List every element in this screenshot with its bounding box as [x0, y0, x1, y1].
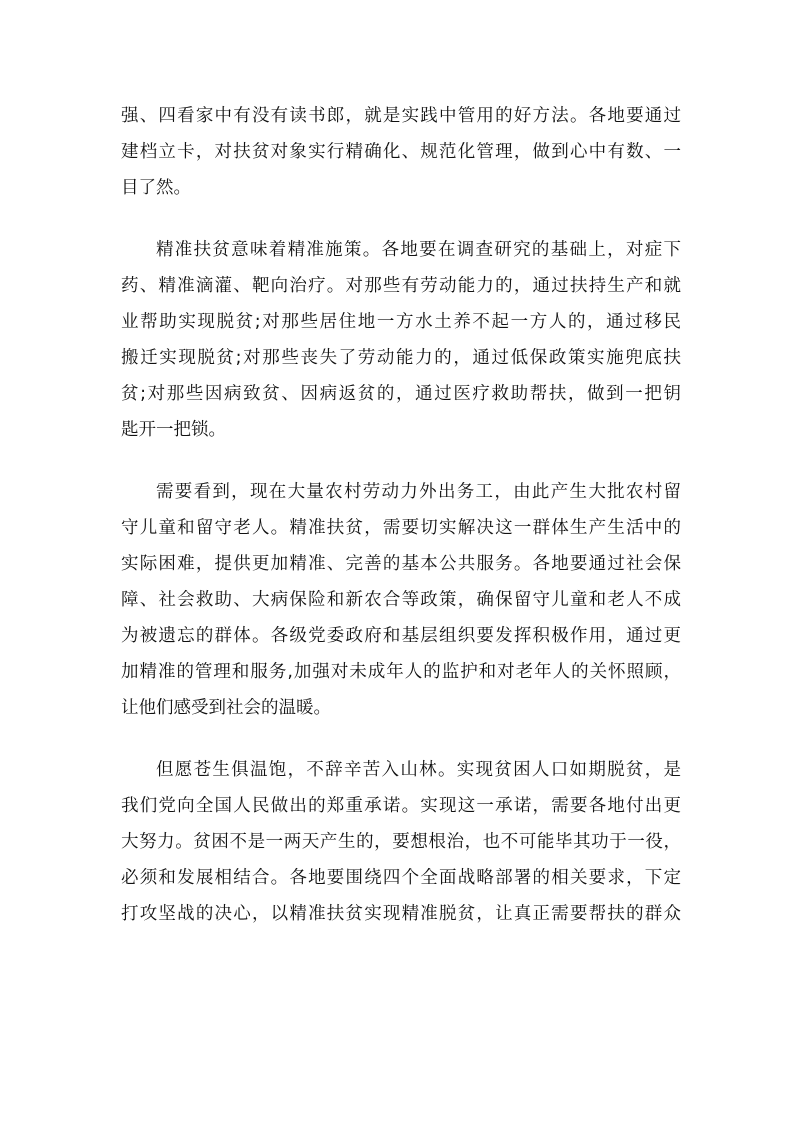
text-line: 搬迁实现脱贫;对那些丧失了劳动能力的，通过低保政策实施兜底扶 — [121, 348, 681, 368]
document-body — [121, 98, 681, 958]
text-line: 需要看到，现在大量农村劳动力外出务工，由此产生大批农村留 — [156, 482, 681, 502]
text-line: 业帮助实现脱贫;对那些居住地一方水土养不起一方人的，通过移民 — [121, 312, 681, 332]
text-line: 大努力。贫困不是一两天产生的，要想根治，也不可能毕其功于一役， — [121, 832, 681, 852]
text-line: 目了然。 — [121, 178, 191, 198]
paragraph-2 — [121, 232, 681, 448]
text-line: 但愿苍生俱温饱，不辞辛苦入山林。实现贫困人口如期脱贫，是 — [156, 760, 681, 780]
text-line: 建档立卡，对扶贫对象实行精确化、规范化管理，做到心中有数、一 — [121, 142, 681, 162]
text-line: 药、精准滴灌、靶向治疗。对那些有劳动能力的，通过扶持生产和就 — [121, 276, 681, 296]
text-line: 精准扶贫意味着精准施策。各地要在调查研究的基础上，对症下 — [156, 240, 681, 260]
text-line: 障、社会救助、大病保险和新农合等政策，确保留守儿童和老人不成 — [121, 590, 681, 610]
text-line: 打攻坚战的决心，以精准扶贫实现精准脱贫，让真正需要帮扶的群众 — [121, 904, 681, 924]
text-line: 必须和发展相结合。各地要围绕四个全面战略部署的相关要求，下定 — [121, 868, 681, 888]
paragraph-4 — [121, 752, 681, 932]
text-line: 让他们感受到社会的温暖。 — [121, 698, 331, 718]
text-line: 守儿童和留守老人。精准扶贫，需要切实解决这一群体生产生活中的 — [121, 518, 681, 538]
text-line: 加精准的管理和服务,加强对未成年人的监护和对老年人的关怀照顾， — [121, 662, 681, 682]
text-line: 匙开一把锁。 — [121, 420, 226, 440]
paragraph-3 — [121, 474, 681, 726]
text-line: 我们党向全国人民做出的郑重承诺。实现这一承诺，需要各地付出更 — [121, 796, 681, 816]
text-line: 强、四看家中有没有读书郎，就是实践中管用的好方法。各地要通过 — [121, 106, 681, 126]
text-line: 贫;对那些因病致贫、因病返贫的，通过医疗救助帮扶，做到一把钥 — [121, 384, 681, 404]
text-line: 为被遗忘的群体。各级党委政府和基层组织要发挥积极作用，通过更 — [121, 626, 681, 646]
paragraph-1 — [121, 98, 681, 206]
text-line: 实际困难，提供更加精准、完善的基本公共服务。各地要通过社会保 — [121, 554, 681, 574]
